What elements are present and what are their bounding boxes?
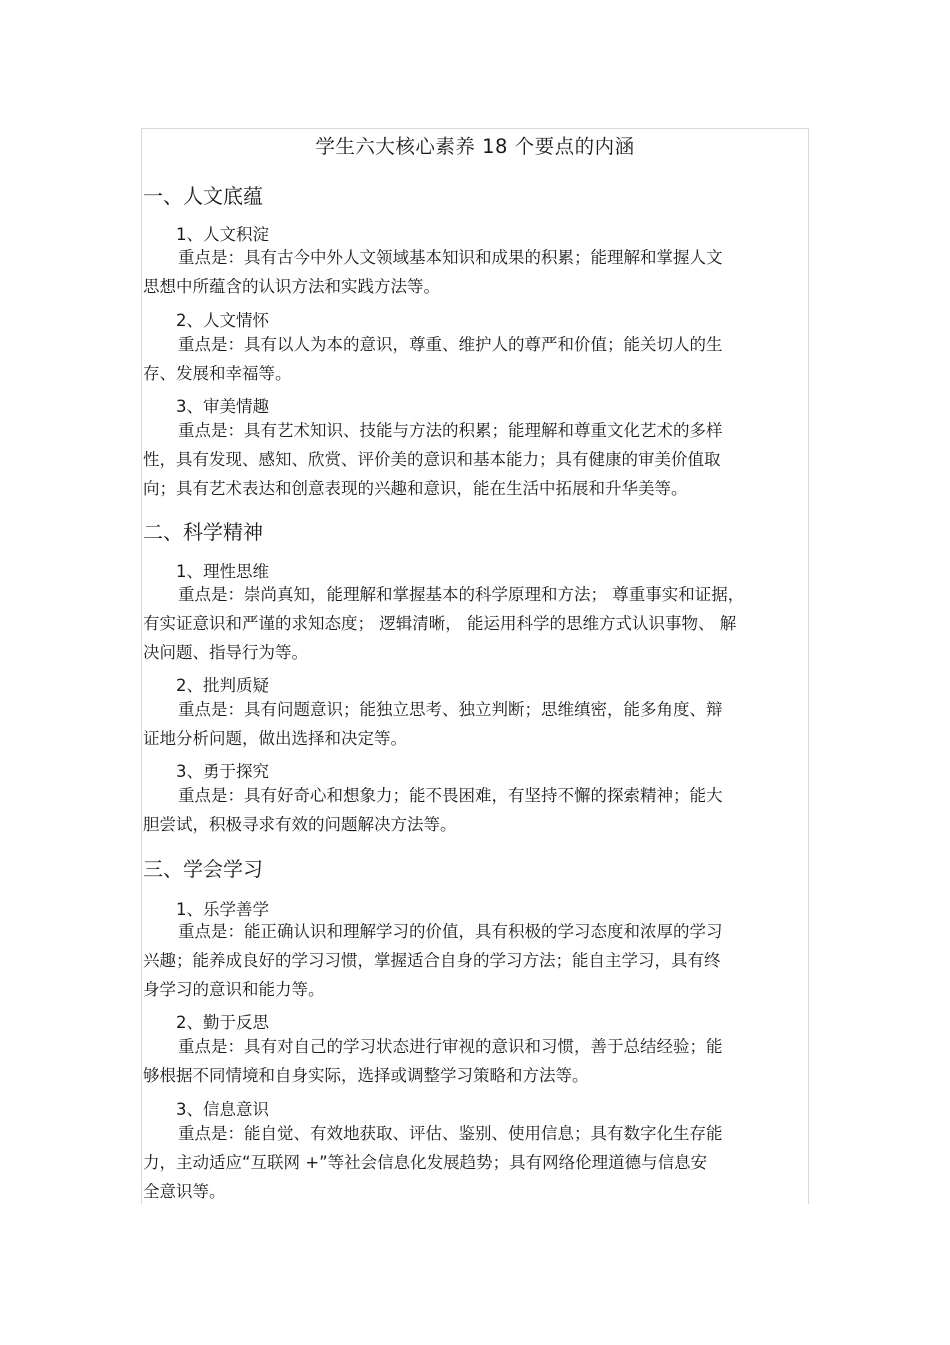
- item-label: 1、理性思维: [176, 562, 269, 581]
- paragraph-line: 胆尝试，积极寻求有效的问题解决方法等。: [143, 815, 457, 834]
- item-label: 1、乐学善学: [176, 900, 269, 919]
- paragraph-line: 重点是：崇尚真知，能理解和掌握基本的科学原理和方法； 尊重事实和证据，: [178, 585, 745, 604]
- item-label: 2、批判质疑: [176, 676, 269, 695]
- item-paragraph: [143, 416, 783, 503]
- paragraph-line: 重点是：具有古今中外人文领域基本知识和成果的积累；能理解和掌握人文: [178, 248, 723, 267]
- paragraph-line: 重点是：具有艺术知识、技能与方法的积累；能理解和尊重文化艺术的多样: [178, 421, 723, 440]
- paragraph-line: 思想中所蕴含的认识方法和实践方法等。: [143, 277, 440, 296]
- paragraph-line: 证地分析问题，做出选择和决定等。: [143, 729, 407, 748]
- paragraph-line: 存、发展和幸福等。: [143, 364, 292, 383]
- item-label: 1、人文积淀: [176, 225, 269, 244]
- paragraph-line: 有实证意识和严谨的求知态度； 逻辑清晰， 能运用科学的思维方式认识事物、 解: [143, 614, 737, 633]
- section-heading: 二、科学精神: [143, 520, 263, 544]
- paragraph-line: 够根据不同情境和自身实际，选择或调整学习策略和方法等。: [143, 1066, 589, 1085]
- paragraph-line: 重点是：能自觉、有效地获取、评估、鉴别、使用信息；具有数字化生存能: [178, 1124, 723, 1143]
- paragraph-line: 决问题、指导行为等。: [143, 643, 308, 662]
- paragraph-line: 向；具有艺术表达和创意表现的兴趣和意识，能在生活中拓展和升华美等。: [143, 479, 688, 498]
- item-paragraph: [143, 580, 783, 667]
- item-label: 2、人文情怀: [176, 311, 269, 330]
- paragraph-line: 重点是：具有问题意识；能独立思考、独立判断；思维缜密，能多角度、辩: [178, 700, 723, 719]
- paragraph-line: 重点是：具有对自己的学习状态进行审视的意识和习惯，善于总结经验；能: [178, 1037, 723, 1056]
- paragraph-line: 力，主动适应“互联网 +”等社会信息化发展趋势；具有网络伦理道德与信息安: [143, 1153, 708, 1172]
- paragraph-line: 兴趣；能养成良好的学习习惯，掌握适合自身的学习方法；能自主学习，具有终: [143, 951, 721, 970]
- paragraph-line: 重点是：能正确认识和理解学习的价值，具有积极的学习态度和浓厚的学习: [178, 922, 723, 941]
- item-label: 3、信息意识: [176, 1100, 269, 1119]
- paragraph-line: 性，具有发现、感知、欣赏、评价美的意识和基本能力；具有健康的审美价值取: [143, 450, 721, 469]
- item-paragraph: [143, 330, 783, 388]
- section-heading: 一、人文底蕴: [143, 184, 263, 208]
- item-label: 3、审美情趣: [176, 397, 269, 416]
- item-paragraph: [143, 1119, 783, 1206]
- item-paragraph: [143, 695, 783, 753]
- item-paragraph: [143, 781, 783, 839]
- paragraph-line: 重点是：具有以人为本的意识，尊重、维护人的尊严和价值；能关切人的生: [178, 335, 723, 354]
- item-label: 3、勇于探究: [176, 762, 269, 781]
- item-label: 2、勤于反思: [176, 1013, 269, 1032]
- item-paragraph: [143, 243, 783, 301]
- page-title: 学生六大核心素养 18 个要点的内涵: [315, 135, 635, 158]
- item-paragraph: [143, 1032, 783, 1090]
- paragraph-line: 全意识等。: [143, 1182, 226, 1201]
- item-paragraph: [143, 917, 783, 1004]
- section-heading: 三、学会学习: [143, 857, 263, 881]
- paragraph-line: 身学习的意识和能力等。: [143, 980, 325, 999]
- paragraph-line: 重点是：具有好奇心和想象力；能不畏困难，有坚持不懈的探索精神；能大: [178, 786, 723, 805]
